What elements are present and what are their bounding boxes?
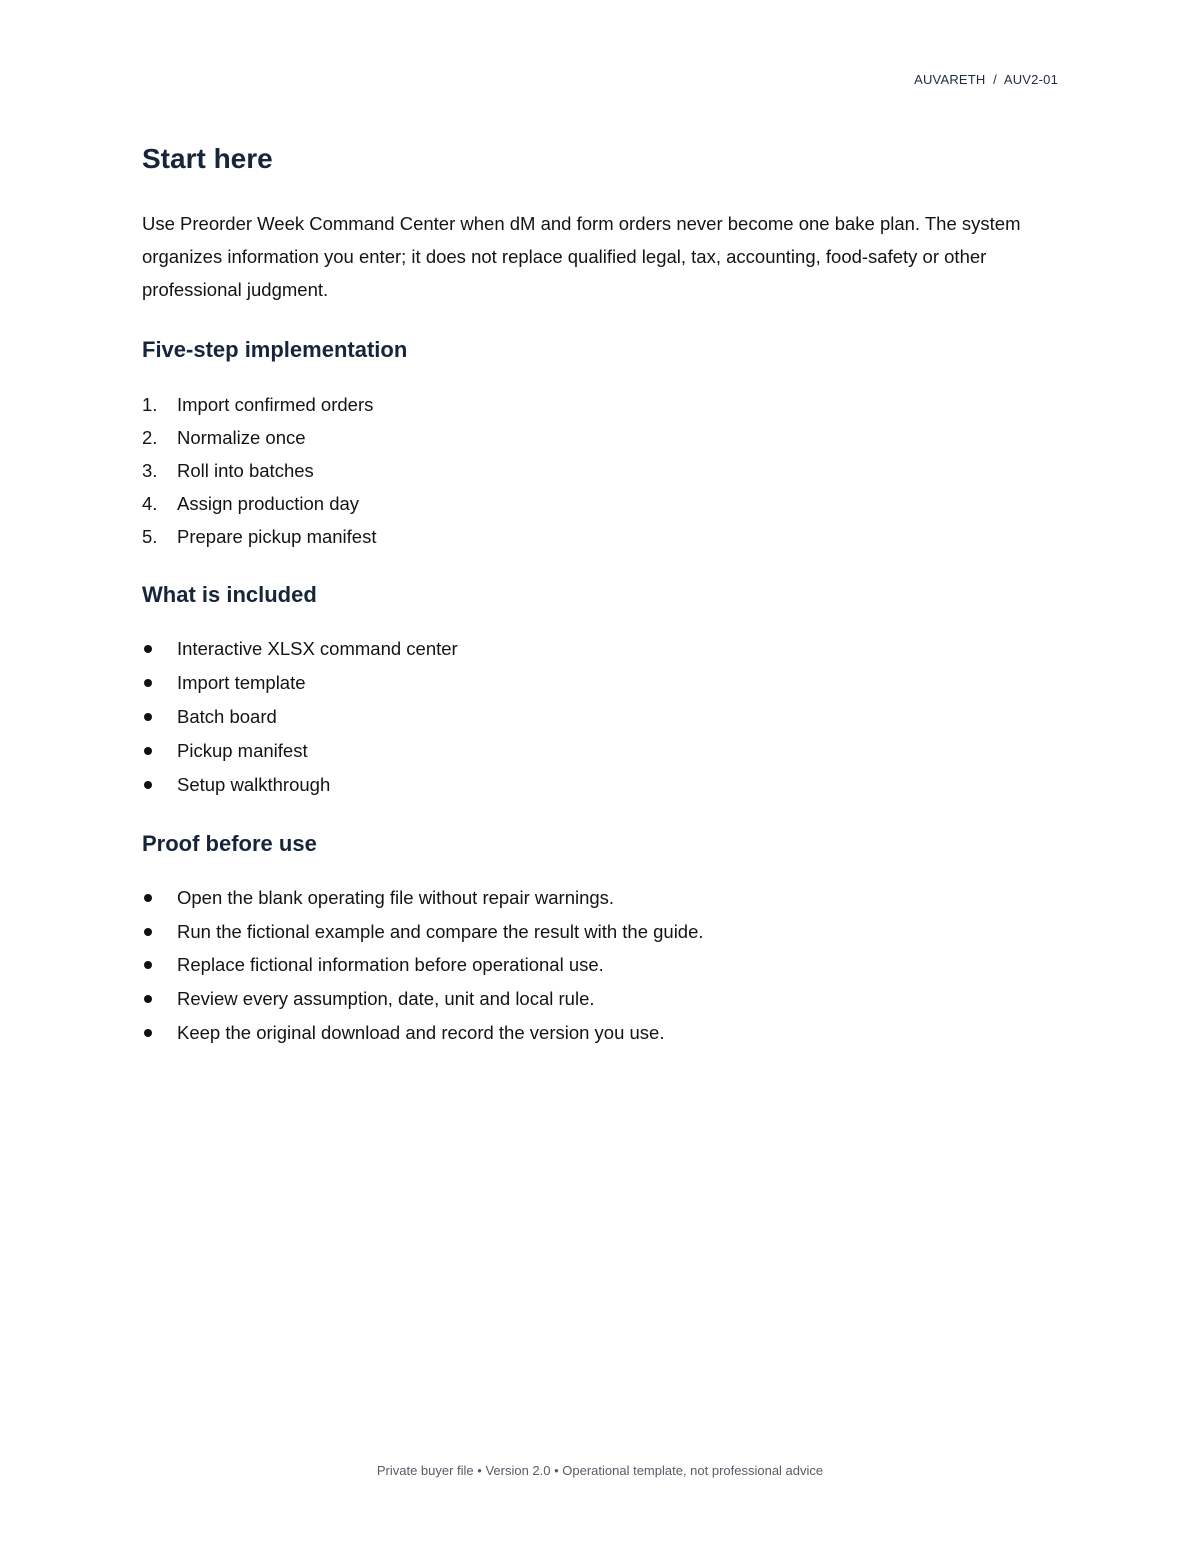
proof-item-text: Replace fictional information before operational use. xyxy=(177,954,604,976)
bullet-icon xyxy=(144,679,152,687)
bullet-icon xyxy=(144,995,152,1003)
step-number: 5. xyxy=(142,526,158,547)
proof-item-text: Run the fictional example and compare the result with the guide. xyxy=(177,920,704,942)
bullet-icon xyxy=(144,894,152,902)
included-item xyxy=(142,700,458,734)
page-footer: Private buyer file • Version 2.0 • Operational template, not professional advice xyxy=(376,1463,824,1478)
step-item xyxy=(142,421,377,454)
bullet-icon xyxy=(144,645,152,653)
included-item-text: Batch board xyxy=(177,706,277,727)
step-text: Import confirmed orders xyxy=(177,394,374,415)
proof-list xyxy=(142,881,704,1050)
proof-item xyxy=(142,982,704,1016)
proof-item xyxy=(142,915,704,949)
proof-heading: Proof before use xyxy=(142,831,317,856)
proof-item-text: Open the blank operating file without repair warnings. xyxy=(177,887,615,908)
proof-item-text: Keep the original download and record the version you use. xyxy=(177,1021,665,1043)
included-item xyxy=(142,632,458,666)
step-item xyxy=(142,487,377,520)
step-text: Assign production day xyxy=(177,493,360,514)
step-item xyxy=(142,520,377,553)
included-item-text: Pickup manifest xyxy=(177,740,308,761)
bullet-icon xyxy=(144,713,152,721)
proof-item xyxy=(142,948,704,982)
document-reference: AUVARETH / AUV2-01 xyxy=(914,72,1058,87)
proof-item xyxy=(142,1016,704,1050)
bullet-icon xyxy=(144,928,152,936)
included-item xyxy=(142,734,458,768)
included-list xyxy=(142,632,458,802)
bullet-icon xyxy=(144,961,152,969)
included-item-text: Setup walkthrough xyxy=(177,774,331,795)
included-item-text: Interactive XLSX command center xyxy=(177,638,458,659)
step-number: 3. xyxy=(142,460,158,481)
step-text: Roll into batches xyxy=(177,460,314,481)
step-number: 4. xyxy=(142,493,158,514)
step-text: Normalize once xyxy=(177,427,306,448)
step-number: 2. xyxy=(142,427,158,448)
included-item-text: Import template xyxy=(177,672,306,693)
implementation-steps-list xyxy=(142,388,377,553)
included-heading: What is included xyxy=(142,582,317,607)
bullet-icon xyxy=(144,747,152,755)
proof-item-text: Review every assumption, date, unit and local rule. xyxy=(177,988,595,1010)
included-item xyxy=(142,666,458,700)
bullet-icon xyxy=(144,781,152,789)
proof-item xyxy=(142,881,704,915)
intro-paragraph: Use Preorder Week Command Center when dM and form orders never become one bake plan. The system organizes information you enter; it does not replace qualified legal, tax, accounting, food-safety or other professional judgment. xyxy=(142,213,1021,300)
step-item xyxy=(142,388,377,421)
step-number: 1. xyxy=(142,394,158,415)
included-item xyxy=(142,768,458,802)
step-item xyxy=(142,454,377,487)
page-title: Start here xyxy=(142,143,273,174)
implementation-heading: Five-step implementation xyxy=(142,337,408,362)
step-text: Prepare pickup manifest xyxy=(177,526,377,547)
bullet-icon xyxy=(144,1029,152,1037)
